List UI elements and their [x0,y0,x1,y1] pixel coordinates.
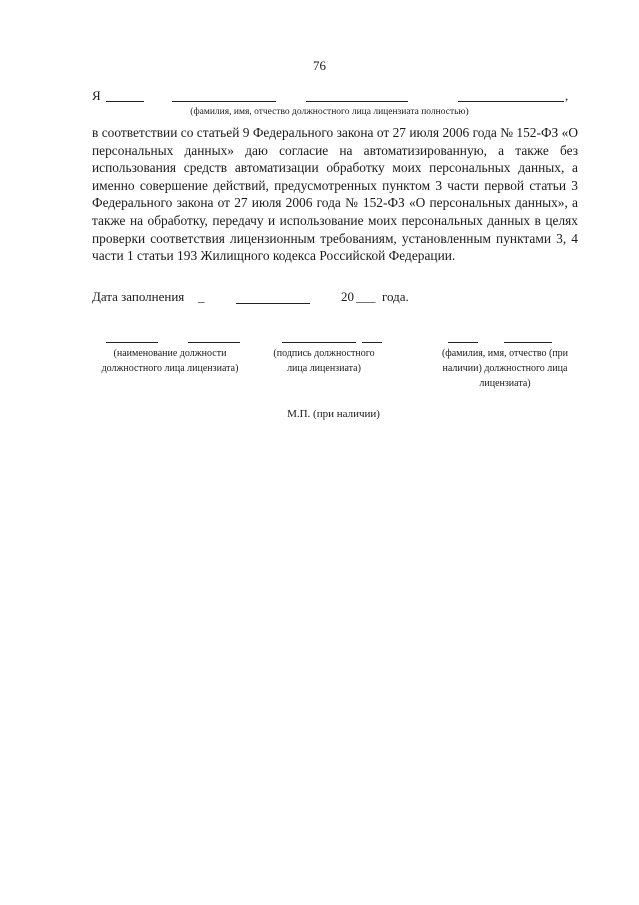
position-signature-block [90,340,250,376]
stamp-place: М.П. (при наличии) [287,408,380,420]
signature-block [258,340,390,376]
declarant-prefix: Я [92,88,101,103]
fill-date-label: Дата заполнения [92,289,185,304]
signature-caption: (подпись должностного лица лицензиата) [273,348,375,374]
declarant-caption: (фамилия, имя, отчество должностного лица лицензиата полностью) [190,107,469,117]
fill-date-year-prefix: 20 [341,289,354,304]
position-caption: (наименование должности должностного лица лицензиата) [101,348,239,374]
name-blank[interactable] [430,340,580,346]
page-number: 76 [313,58,326,73]
declarant-blank-4[interactable] [458,101,564,102]
fill-date-month-blank[interactable] [236,303,310,304]
fill-date-year-blank[interactable]: ___ [356,289,376,304]
declarant-blank-3[interactable] [306,101,408,102]
name-block [430,340,580,391]
fill-date-day-blank[interactable]: _ [198,289,205,304]
declarant-blank-2[interactable] [172,101,276,102]
position-blank[interactable] [90,340,250,346]
signature-blank[interactable] [258,340,390,346]
declarant-blank-1[interactable] [106,101,144,102]
fill-date-line [92,289,492,309]
declarant-comma: , [565,88,569,103]
fill-date-year-suffix: года. [382,289,409,304]
consent-paragraph: в соответствии со статьей 9 Федерального закона от 27 июля 2006 года № 152-ФЗ «О персональных данных» даю согласие на автоматизированную, а также без использования средств автоматизации обработку моих персональных данных, а именно совершение действий, предусмотренных пунктом 3 части первой статьи 3 Федерального закона от 27 июля 2006 года № 152-ФЗ «О персональных данных», а также на обработку, передачу и использование моих персональных данных в целях проверки соответствия лицензионным требованиям, установленным пунктами 3, 4 части 1 статьи 193 Жилищного кодекса Российской Федерации. [92,125,578,264]
name-caption: (фамилия, имя, отчество (при наличии) должностного лица лицензиата) [441,348,569,389]
